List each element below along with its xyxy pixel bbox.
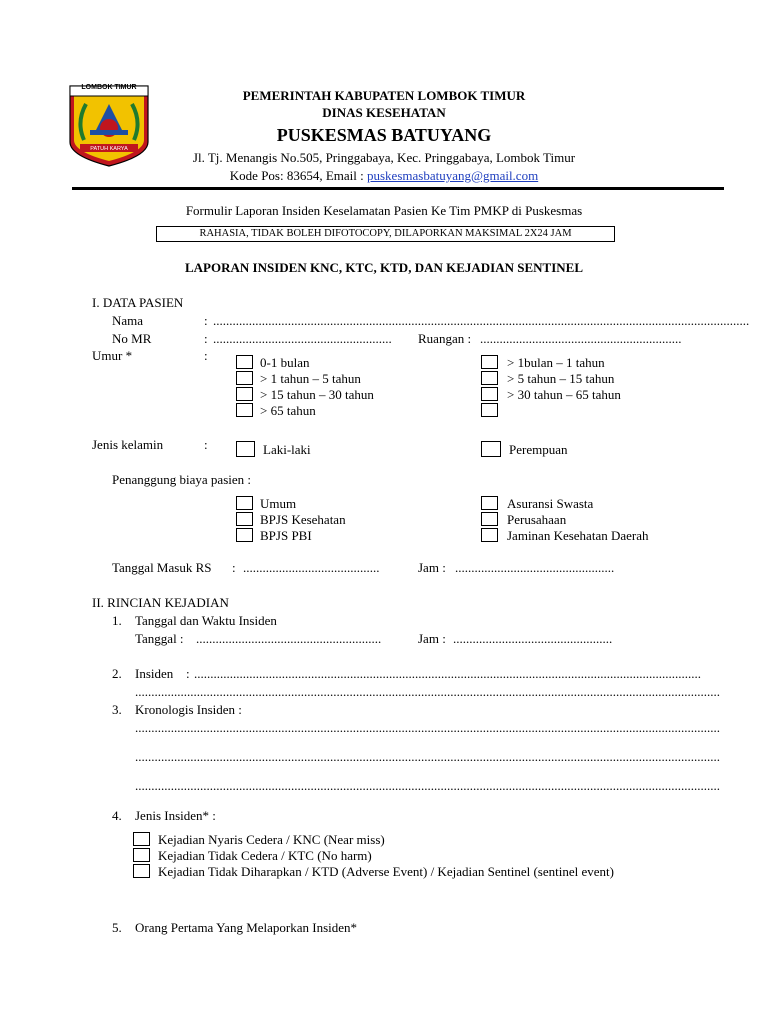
kronologis-field-line3[interactable]: .................................................................................................................................................................................... (135, 778, 720, 793)
header-department: DINAS KESEHATAN (322, 105, 446, 120)
insiden-field-line2[interactable]: .................................................................................................................................................................................... (135, 684, 720, 699)
umur-colon: : (204, 348, 208, 363)
age-option-label: 0-1 bulan (260, 355, 310, 370)
age-checkbox-15-30-tahun[interactable] (236, 387, 253, 401)
item4-text: Jenis Insiden* : (135, 808, 216, 823)
ruangan-label: Ruangan : (418, 331, 472, 346)
contact-prefix: Kode Pos: 83654, Email : (229, 168, 367, 183)
age-option-label: > 30 tahun – 65 tahun (507, 387, 621, 402)
jenis-kelamin-colon: : (204, 437, 208, 452)
payer-checkbox-bpjs-pbi[interactable] (236, 528, 253, 542)
jam-insiden-field[interactable]: ................................................. (453, 631, 613, 646)
kabupaten-emblem-logo (66, 82, 152, 168)
tanggal-masuk-field[interactable]: .......................................... (243, 560, 380, 575)
gender-female-label: Perempuan (509, 442, 568, 457)
nama-colon: : (204, 313, 208, 328)
payer-option-label: Umum (260, 496, 297, 511)
jenis-checkbox-knc[interactable] (133, 832, 150, 846)
age-checkbox-0-1-bulan[interactable] (236, 355, 253, 369)
header-address: Jl. Tj. Menangis No.505, Pringgabaya, Kec. Pringgabaya, Lombok Timur (192, 150, 576, 165)
item3-number: 3. (112, 702, 122, 717)
umur-label: Umur * (92, 348, 133, 363)
age-option-label: > 1bulan – 1 tahun (507, 355, 605, 370)
penanggung-biaya-label: Penanggung biaya pasien : (112, 472, 251, 487)
form-title: LAPORAN INSIDEN KNC, KTC, KTD, DAN KEJADIAN SENTINEL (185, 260, 583, 275)
section-rincian-heading: II. RINCIAN KEJADIAN (92, 595, 229, 610)
tanggal-insiden-field[interactable]: ......................................................... (196, 631, 382, 646)
payer-checkbox-bpjs-kesehatan[interactable] (236, 512, 253, 526)
payer-checkbox-jamkesda[interactable] (481, 528, 498, 542)
nomr-label: No MR (112, 331, 152, 346)
jam-masuk-field[interactable]: ................................................. (455, 560, 615, 575)
age-checkbox-30-65-tahun[interactable] (481, 387, 498, 401)
tanggal-masuk-colon: : (232, 560, 236, 575)
section-data-pasien-heading: I. DATA PASIEN (92, 295, 184, 310)
insiden-colon: : (186, 666, 190, 681)
payer-option-label: Jaminan Kesehatan Daerah (507, 528, 649, 543)
payer-option-label: Asuransi Swasta (507, 496, 594, 511)
payer-checkbox-perusahaan[interactable] (481, 512, 498, 526)
logo-top-text: LOMBOK TIMUR (81, 84, 137, 91)
jam-insiden-label: Jam : (418, 631, 446, 646)
nama-field[interactable]: ..................................................................................................................................................................... (213, 313, 750, 328)
item2-number: 2. (112, 666, 122, 681)
age-option-label: > 65 tahun (260, 403, 316, 418)
age-checkbox-1bulan-1-tahun[interactable] (481, 355, 498, 369)
kronologis-field-line1[interactable]: .................................................................................................................................................................................... (135, 720, 720, 735)
item5-text: Orang Pertama Yang Melaporkan Insiden* (135, 920, 358, 935)
payer-checkbox-umum[interactable] (236, 496, 253, 510)
age-checkbox-65-tahun[interactable] (236, 403, 253, 417)
item4-number: 4. (112, 808, 122, 823)
tanggal-insiden-label: Tanggal : (135, 631, 184, 646)
payer-option-label: Perusahaan (507, 512, 567, 527)
jenis-checkbox-ktd[interactable] (133, 864, 150, 878)
header-puskesmas: PUSKESMAS BATUYANG (276, 125, 492, 145)
gender-checkbox-laki-laki[interactable] (236, 441, 255, 457)
jenis-option-label: Kejadian Nyaris Cedera / KNC (Near miss) (158, 832, 385, 847)
jenis-checkbox-ktc[interactable] (133, 848, 150, 862)
nomr-field[interactable]: ....................................................... (213, 331, 392, 346)
jenis-option-label: Kejadian Tidak Diharapkan / KTD (Adverse Event) / Kejadian Sentinel (sentinel event) (158, 864, 614, 879)
jenis-option-label: Kejadian Tidak Cedera / KTC (No harm) (158, 848, 372, 863)
age-checkbox-1-5-tahun[interactable] (236, 371, 253, 385)
kronologis-field-line2[interactable]: .................................................................................................................................................................................... (135, 749, 720, 764)
logo-bottom-text: PATUH KARYA (90, 146, 128, 152)
jam-masuk-label: Jam : (418, 560, 446, 575)
item1-text: Tanggal dan Waktu Insiden (135, 613, 277, 628)
jenis-kelamin-label: Jenis kelamin (92, 437, 164, 452)
payer-checkbox-asuransi-swasta[interactable] (481, 496, 498, 510)
age-option-label: > 5 tahun – 15 tahun (507, 371, 615, 386)
nama-label: Nama (112, 313, 144, 328)
header-divider (72, 187, 724, 190)
item3-text: Kronologis Insiden : (135, 702, 242, 717)
age-checkbox-5-15-tahun[interactable] (481, 371, 498, 385)
gender-male-label: Laki-laki (263, 442, 311, 457)
age-option-label: > 15 tahun – 30 tahun (260, 387, 374, 402)
item1-number: 1. (112, 613, 122, 628)
age-checkbox-blank[interactable] (481, 403, 498, 417)
item2-text: Insiden (135, 666, 174, 681)
header-contact (150, 168, 618, 183)
email-link[interactable]: puskesmasbatuyang@gmail.com (367, 168, 539, 183)
nomr-colon: : (204, 331, 208, 346)
payer-option-label: BPJS PBI (260, 528, 312, 543)
insiden-field[interactable]: ............................................................................................................................................................ (194, 666, 701, 681)
tanggal-masuk-label: Tanggal Masuk RS (112, 560, 212, 575)
gender-checkbox-perempuan[interactable] (481, 441, 501, 457)
ruangan-field[interactable]: .............................................................. (480, 331, 682, 346)
payer-option-label: BPJS Kesehatan (260, 512, 346, 527)
age-option-label: > 1 tahun – 5 tahun (260, 371, 361, 386)
confidential-notice: RAHASIA, TIDAK BOLEH DIFOTOCOPY, DILAPORKAN MAKSIMAL 2X24 JAM (156, 226, 615, 242)
header-government: PEMERINTAH KABUPATEN LOMBOK TIMUR (242, 88, 526, 103)
form-subtitle: Formulir Laporan Insiden Keselamatan Pasien Ke Tim PMKP di Puskesmas (185, 203, 583, 218)
item5-number: 5. (112, 920, 122, 935)
